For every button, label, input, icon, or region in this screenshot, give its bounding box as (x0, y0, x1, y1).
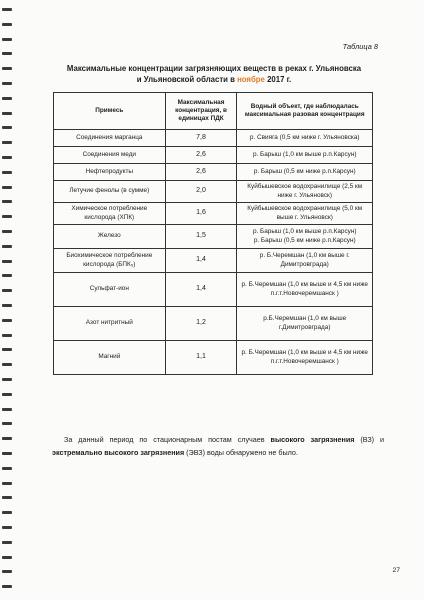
binding-ring (2, 378, 12, 381)
cell-water-object (237, 249, 373, 273)
binding-ring (2, 230, 12, 233)
binding-ring (2, 334, 12, 337)
water-object-line: р. Барыш (1,0 км выше р.п.Карсун) (252, 150, 357, 158)
binding-ring (2, 452, 12, 455)
binding-ring (2, 393, 12, 396)
cell-water-object (237, 203, 373, 225)
table-row (54, 181, 373, 203)
header-water-object: Водный объект, где наблюдалась максимальная разовая концентрация (237, 93, 373, 130)
binding-ring (2, 348, 12, 351)
binding-ring (2, 23, 12, 26)
cell-max-concentration: 2,0 (165, 181, 237, 203)
binding-ring (2, 319, 12, 322)
concentrations-table (53, 92, 373, 375)
table-row (54, 130, 373, 147)
binding-ring (2, 363, 12, 366)
binding-ring (2, 496, 12, 499)
note-part-2: (ВЗ) и (354, 435, 384, 444)
cell-max-concentration: 1,5 (165, 225, 237, 249)
water-object-line: Куйбышевское водохранилище (5,0 км выше г. Ульяновск) (247, 205, 363, 221)
cell-substance: Железо (54, 225, 166, 249)
binding-ring (2, 245, 12, 248)
cell-substance: Магний (54, 341, 166, 375)
cell-water-object (237, 164, 373, 181)
cell-max-concentration: 1,6 (165, 203, 237, 225)
binding-ring (2, 541, 12, 544)
spiral-binding (0, 0, 14, 600)
binding-ring (2, 511, 12, 514)
binding-ring (2, 141, 12, 144)
water-object-line: р. Барыш (1,0 км выше р.п.Карсун) (252, 228, 357, 236)
binding-ring (2, 82, 12, 85)
binding-ring (2, 289, 12, 292)
page-number: 27 (392, 567, 400, 574)
water-object-line: р. Б.Черемшан (1,0 км выше и 4,5 км ниже п.г.т.Новочеремшанск ) (241, 281, 368, 297)
header-max-concentration: Максимальная концентрация, в единицах ПДК (165, 93, 237, 130)
cell-substance: Химическое потребление кислорода (ХПК) (54, 203, 166, 225)
cell-max-concentration: 1,4 (165, 273, 237, 307)
water-object-line: р.Б.Черемшан (1,0 км выше г.Димитровграда) (263, 315, 347, 331)
note-part-1: За данный период по стационарным постам случаев (64, 435, 271, 444)
cell-water-object (237, 225, 373, 249)
water-object-line: р. Барыш (0,5 км ниже р.п.Карсун) (253, 236, 356, 244)
note-part-3: (ЭВЗ) воды обнаружено не было. (184, 448, 298, 457)
binding-ring (2, 97, 12, 100)
binding-ring (2, 437, 12, 440)
cell-substance: Биохимическое потребление кислорода (БПК₅) (54, 249, 166, 273)
title-line-2b: 2017 г. (264, 75, 292, 84)
table-title (44, 63, 384, 85)
note-paragraph (52, 433, 384, 459)
binding-ring (2, 126, 12, 129)
cell-max-concentration: 2,6 (165, 164, 237, 181)
note-vz: высокого загрязнения (270, 435, 355, 444)
water-object-line: р. Свияга (0,5 км ниже г. Ульяновска) (249, 133, 360, 141)
water-object-line: Куйбышевское водохранилище (2,5 км ниже г. Ульяновск) (247, 183, 363, 199)
cell-water-object (237, 147, 373, 164)
water-object-line: р. Барыш (0,5 км ниже р.п.Карсун) (253, 167, 356, 175)
binding-ring (2, 422, 12, 425)
cell-water-object (237, 307, 373, 341)
binding-ring (2, 67, 12, 70)
table-row (54, 273, 373, 307)
binding-ring (2, 112, 12, 115)
binding-ring (2, 186, 12, 189)
binding-ring (2, 274, 12, 277)
cell-max-concentration: 1,2 (165, 307, 237, 341)
binding-ring (2, 526, 12, 529)
title-line-1: Максимальные концентрации загрязняющих веществ в реках г. Ульяновска (66, 64, 362, 73)
binding-ring (2, 585, 12, 588)
binding-ring (2, 467, 12, 470)
cell-water-object (237, 181, 373, 203)
binding-ring (2, 8, 12, 11)
cell-substance: Соединения меди (54, 147, 166, 164)
binding-ring (2, 200, 12, 203)
table-row (54, 307, 373, 341)
binding-ring (2, 408, 12, 411)
table-row (54, 341, 373, 375)
binding-ring (2, 156, 12, 159)
binding-ring (2, 482, 12, 485)
table-row (54, 225, 373, 249)
table-header-row (54, 93, 373, 130)
binding-ring (2, 304, 12, 307)
cell-substance: Азот нитритный (54, 307, 166, 341)
cell-max-concentration: 1,1 (165, 341, 237, 375)
title-line-2a: и Ульяновской области в (136, 75, 238, 84)
cell-substance: Соединения марганца (54, 130, 166, 147)
water-object-line: р. Б.Черемшан (1,0 км выше и 4,5 км ниже п.г.т.Новочеремшанск ) (241, 349, 368, 365)
table-row (54, 147, 373, 164)
cell-max-concentration: 7,8 (165, 130, 237, 147)
binding-ring (2, 171, 12, 174)
water-object-line: р. Б.Черемшан (1,0 км выше г. Димитровграда) (259, 252, 350, 268)
table-row (54, 249, 373, 273)
cell-max-concentration: 1,4 (165, 249, 237, 273)
table-caption: Таблица 8 (342, 42, 378, 51)
cell-water-object (237, 273, 373, 307)
binding-ring (2, 556, 12, 559)
binding-ring (2, 260, 12, 263)
cell-max-concentration: 2,6 (165, 147, 237, 164)
cell-water-object (237, 130, 373, 147)
cell-substance: Нефтепродукты (54, 164, 166, 181)
table-row (54, 164, 373, 181)
title-month: ноябре (237, 75, 265, 84)
cell-substance: Сульфат-ион (54, 273, 166, 307)
header-substance: Примесь (54, 93, 166, 130)
note-evz: экстремально высокого загрязнения (52, 448, 185, 457)
binding-ring (2, 570, 12, 573)
cell-substance: Летучие фенолы (в сумме) (54, 181, 166, 203)
binding-ring (2, 52, 12, 55)
binding-ring (2, 38, 12, 41)
binding-ring (2, 215, 12, 218)
cell-water-object (237, 341, 373, 375)
table-row (54, 203, 373, 225)
